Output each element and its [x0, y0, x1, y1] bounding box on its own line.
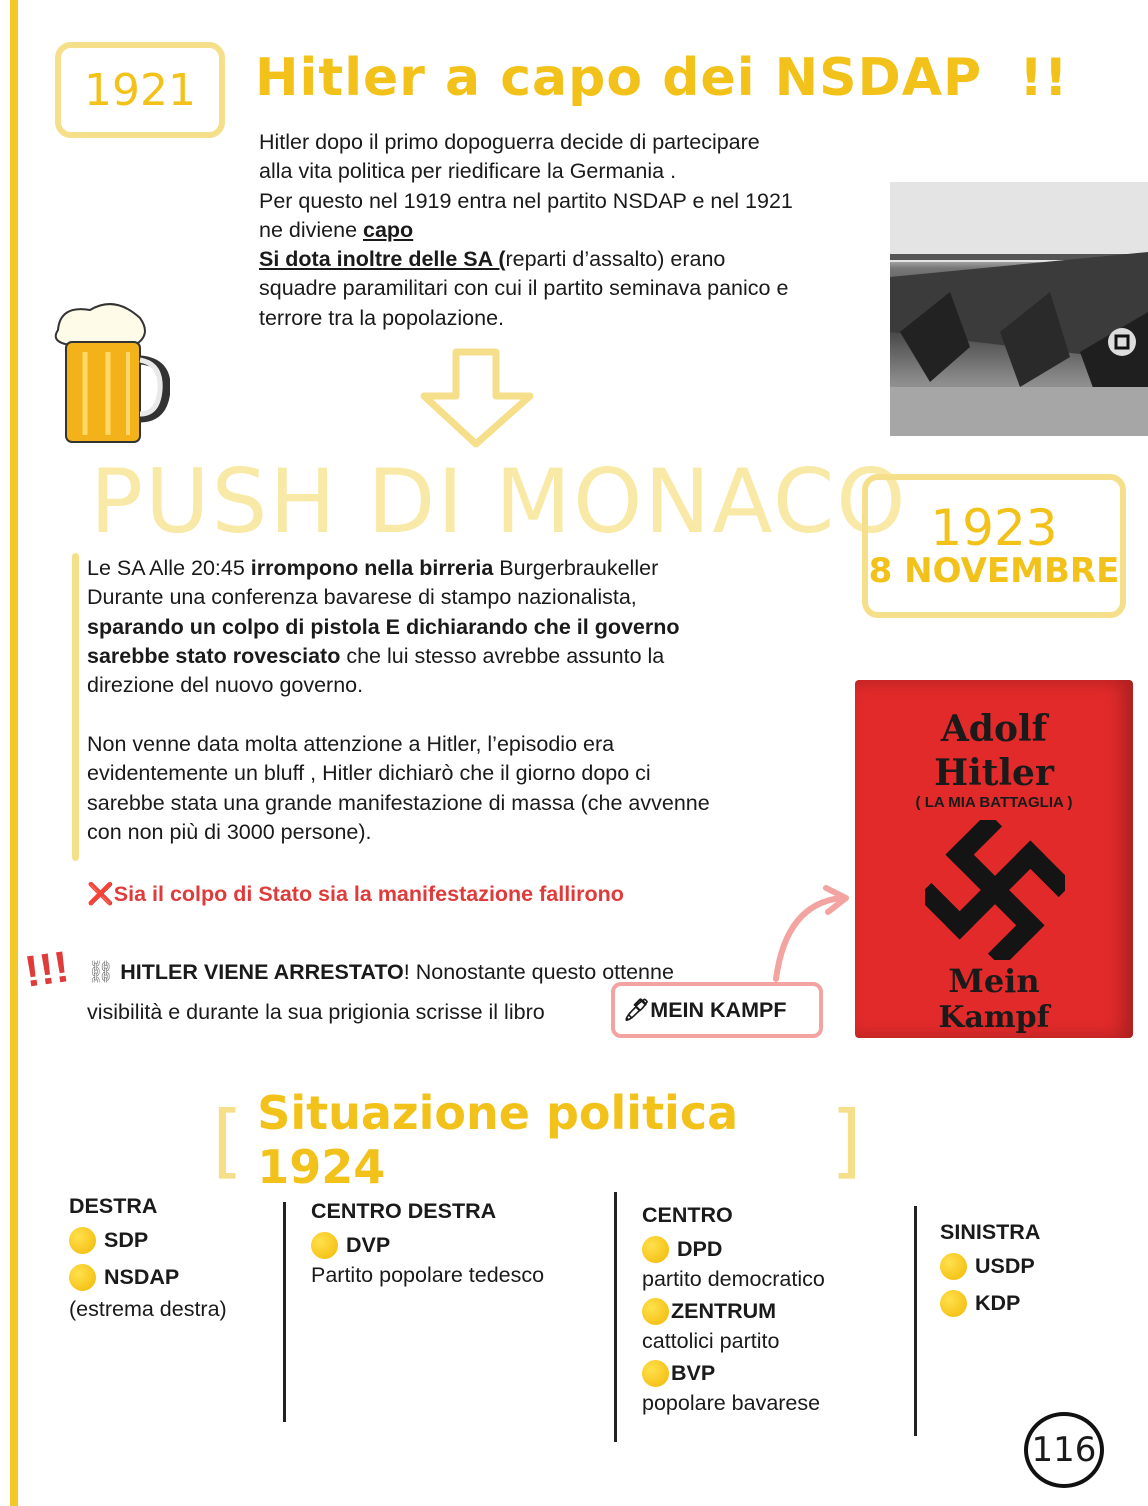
- column-sinistra: SINISTRA USDP KDP: [940, 1220, 1041, 1315]
- book-author-first: Adolf: [940, 708, 1048, 750]
- year-1923: 1923: [930, 498, 1058, 557]
- arrest-paragraph: ⛓ HITLER VIENE ARRESTATO! Nonostante questo ottenne visibilità e durante la sua prigionia scrisse il libro: [87, 960, 674, 1024]
- yellow-circle-icon: [69, 1227, 96, 1254]
- column-divider: [614, 1192, 617, 1442]
- column-centro: CENTRO DPD partito democratico ZENTRUM cattolici partito BVP popolare bavarese: [642, 1203, 825, 1415]
- curved-arrow-icon: [766, 884, 856, 984]
- book-title-last: Kampf: [938, 1000, 1050, 1035]
- party-usdp: USDP: [940, 1253, 1040, 1280]
- putsch-title: PUSH DI MONACO: [90, 450, 908, 553]
- yellow-circle-icon: [311, 1232, 338, 1259]
- beer-mug-icon: [40, 290, 170, 450]
- mein-kampf-highlight: 🖊 MEIN KAMPF: [611, 982, 823, 1038]
- book-title-first: Mein: [948, 962, 1040, 1000]
- party-kdp: KDP: [940, 1290, 1040, 1317]
- yellow-circle-icon: [642, 1236, 669, 1263]
- year-box-1921: [55, 42, 225, 138]
- fail-statement: ❌Sia il colpo di Stato sia la manifestazione fallirono: [87, 882, 624, 906]
- margin-stripe: [10, 0, 18, 1506]
- politics-title: [ Situazione politica 1924 ]: [212, 1086, 862, 1194]
- bracket-left: [: [212, 1093, 244, 1187]
- party-dvp: DVP: [311, 1232, 544, 1259]
- date-box-1923: [862, 474, 1126, 618]
- parade-photo-illustration: [890, 182, 1148, 436]
- cross-icon: ❌: [87, 882, 114, 906]
- party-zentrum: ZENTRUM: [642, 1298, 825, 1325]
- date-8-novembre: 8 NOVEMBRE: [868, 551, 1120, 592]
- column-divider: [914, 1206, 917, 1436]
- bracket-right: ]: [830, 1093, 862, 1187]
- book-author-last: Hitler: [934, 752, 1054, 794]
- down-arrow-icon: [418, 348, 538, 448]
- putsch-paragraph-2: Non venne data molta attenzione a Hitler, l’episodio era evidentemente un bluff , Hitler dichiarò che il giorno dopo ci sarebbe stata una grande manifestazione di massa (che avvenne con non più di 3000 persone).: [87, 732, 710, 844]
- yellow-circle-icon: [940, 1253, 967, 1280]
- putsch-paragraph-1: Le SA Alle 20:45 irrompono nella birreria Burgerbraukeller Durante una conferenza bavarese di stampo nazionalista, sparando un colpo di pistola E dichiarando che il governo sarebbe stato rovesciato che lui stesso avrebbe assunto la direzione del nuovo governo.: [87, 556, 680, 698]
- party-nsdap: NSDAP: [69, 1264, 227, 1291]
- column-centro-destra: CENTRO DESTRA DVP Partito popolare tedesco: [311, 1199, 545, 1287]
- column-divider: [283, 1202, 286, 1422]
- parade-photo: [890, 182, 1148, 436]
- quote-bar: [72, 553, 79, 861]
- party-dpd: DPD: [642, 1236, 825, 1263]
- yellow-circle-icon: [940, 1290, 967, 1317]
- yellow-circle-icon: [69, 1264, 96, 1291]
- pen-icon: 🖊: [623, 997, 651, 1022]
- mein-kampf-book-cover: [855, 680, 1133, 1038]
- alert-marks: !!!: [21, 942, 73, 997]
- intro-paragraph: Hitler dopo il primo dopoguerra decide di partecipare alla vita politica per riedificare la Germania . Per questo nel 1919 entra nel partito NSDAP e nel 1921 ne diviene capo Si dota inoltre delle SA (reparti d’assalto) erano squadre paramilitari con cui il partito seminava panico e terrore tra la popolazione.: [259, 130, 793, 330]
- exclaim-marks: !!: [1019, 48, 1069, 108]
- yellow-circle-icon: [642, 1298, 669, 1325]
- column-destra: DESTRA SDP NSDAP (estrema destra): [69, 1194, 227, 1321]
- page-title: Hitler a capo dei NSDAP !!: [255, 48, 1069, 108]
- yellow-circle-icon: [642, 1360, 669, 1387]
- chain-icon: ⛓: [87, 960, 115, 984]
- page-number: 116: [1024, 1412, 1104, 1488]
- year-1921: 1921: [84, 64, 196, 116]
- party-sdp: SDP: [69, 1227, 227, 1254]
- party-bvp: BVP: [642, 1360, 825, 1387]
- book-subtitle: ( LA MIA BATTAGLIA ): [915, 794, 1073, 811]
- swastika-icon: [925, 820, 1065, 960]
